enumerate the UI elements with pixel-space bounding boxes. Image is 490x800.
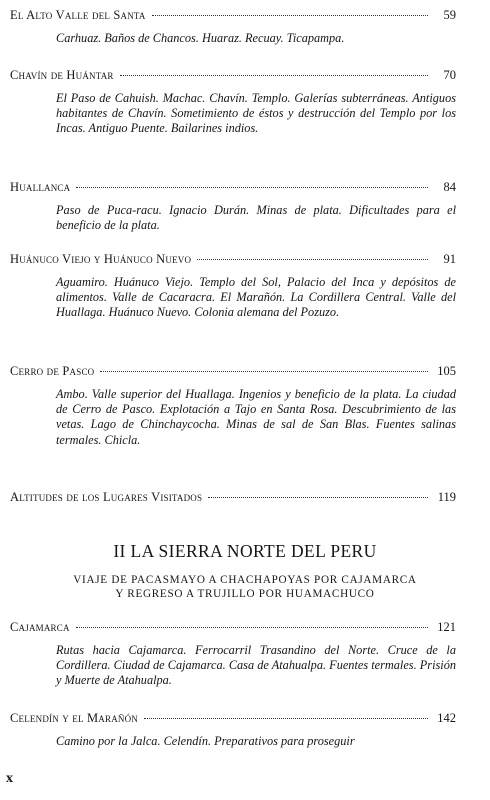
toc-entry-title: El Alto Valle del Santa: [10, 8, 146, 22]
toc-entry-page: 91: [443, 252, 456, 266]
toc-entry-title: Cajamarca: [10, 620, 70, 634]
toc-entry-page: 84: [443, 180, 456, 194]
page-number: x: [6, 771, 13, 786]
dot-leader: [76, 627, 428, 628]
dot-leader: [120, 75, 428, 76]
toc-entry-page: 119: [437, 490, 456, 504]
toc-entry-description: Rutas hacia Cajamarca. Ferrocarril Trasandino del Norte. Cruce de la Cordillera. Ciudad de Cajamarca. Casa de Atahualpa. Fuentes termales. Prisión y Muerte de Atahualpa.: [56, 643, 456, 688]
toc-entry-description: Paso de Puca-racu. Ignacio Durán. Minas de plata. Dificultades para el beneficio de la plata.: [56, 203, 456, 233]
toc-entry-heading: [10, 490, 456, 505]
toc-entry-title: Cerro de Pasco: [10, 364, 95, 378]
toc-entry-page: 59: [443, 8, 456, 22]
toc-entry-description: Ambo. Valle superior del Huallaga. Ingenios y beneficio de la plata. La ciudad de Cerro de Pasco. Explotación a Tajo en Santa Rosa. Descubrimiento de las vetas. Lago de Chinchaycocha. Minas de sal de San Blas. Fuentes salinas termales. Chicla.: [56, 387, 456, 447]
toc-entry-heading: [10, 68, 456, 83]
dot-leader: [76, 187, 428, 188]
dot-leader: [100, 371, 428, 372]
toc-entry-description: Camino por la Jalca. Celendín. Preparativos para proseguir: [56, 734, 355, 748]
toc-entry-page: 70: [443, 68, 456, 82]
toc-entry: [10, 8, 456, 46]
dot-leader: [208, 497, 428, 498]
toc-entry-page: 121: [437, 620, 456, 634]
toc-entry: [10, 490, 456, 505]
toc-entry: [10, 364, 456, 448]
toc-entry-heading: [10, 711, 456, 726]
toc-entry: [10, 180, 456, 233]
toc-entry-heading: [10, 364, 456, 379]
toc-entry-heading: [10, 8, 456, 23]
section-subheading-line1: VIAJE DE PACASMAYO A CHACHAPOYAS POR CAJAMARCA: [73, 574, 417, 586]
toc-entry-heading: [10, 620, 456, 635]
section-heading: II LA SIERRA NORTE DEL PERU: [113, 541, 377, 561]
dot-leader: [197, 259, 428, 260]
toc-entry-title: Celendín y el Marañón: [10, 711, 139, 725]
dot-leader: [152, 15, 428, 16]
toc-entry-title: Chavín de Huántar: [10, 68, 114, 82]
toc-entry: [10, 620, 456, 689]
toc-entry-description: El Paso de Cahuish. Machac. Chavín. Templo. Galerías subterráneas. Antiguos habitantes de Chavín. Sometimiento de éstos y destrucción del Templo por los Incas. Antiguo Puente. Bailarines indios.: [56, 91, 456, 136]
dot-leader: [144, 718, 428, 719]
section-subheading-line2: Y REGRESO A TRUJILLO POR HUAMACHUCO: [115, 588, 375, 600]
toc-entry-title: Altitudes de los Lugares Visitados: [10, 490, 203, 504]
toc-entry-description: Carhuaz. Baños de Chancos. Huaraz. Recuay. Ticapampa.: [56, 31, 345, 45]
toc-entry-heading: [10, 252, 456, 267]
toc-entry-page: 142: [437, 711, 456, 725]
toc-entry: [10, 68, 456, 137]
toc-entry-title: Huallanca: [10, 180, 71, 194]
toc-entry: [10, 711, 456, 749]
toc-entry: [10, 252, 456, 321]
toc-entry-heading: [10, 180, 456, 195]
toc-entry-description: Aguamiro. Huánuco Viejo. Templo del Sol, Palacio del Inca y depósitos de alimentos. Valle de Cacaracra. El Marañón. La Cordillera Central. Valle del Huallaga. Huánuco Nuevo. Colonia alemana del Pozuzo.: [56, 275, 456, 320]
toc-entry-title: Huánuco Viejo y Huánuco Nuevo: [10, 252, 192, 266]
toc-entry-page: 105: [437, 364, 456, 378]
